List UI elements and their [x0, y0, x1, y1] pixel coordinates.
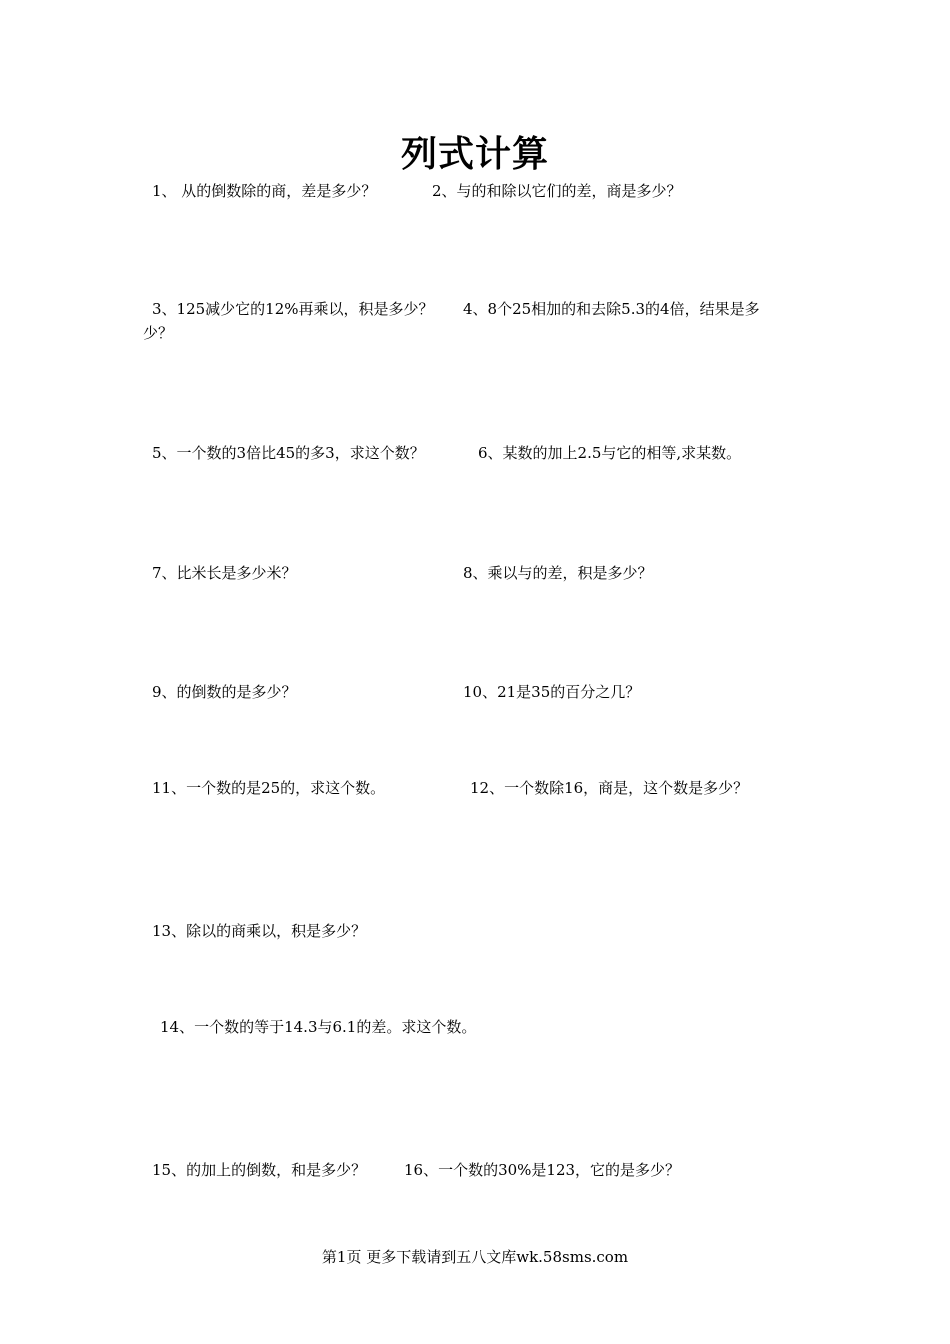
question-10: 10、21是35的百分之几？ — [463, 683, 641, 701]
page-footer: 第1页 更多下载请到五八文库wk.58sms.com — [321, 1248, 629, 1266]
question-9: 9、的倒数的是多少？ — [152, 683, 297, 701]
question-16: 16、一个数的30%是123，它的是多少？ — [404, 1161, 681, 1179]
question-4-continued: 少？ — [143, 324, 174, 342]
question-11: 11、一个数的是25的，求这个数。 — [152, 779, 386, 797]
question-1: 1、 从的倒数除的商，差是多少？ — [152, 182, 377, 200]
question-4: 4、8个25相加的和去除5.3的4倍，结果是多 — [463, 300, 760, 318]
question-14: 14、一个数的等于14.3与6.1的差。求这个数。 — [160, 1018, 477, 1036]
question-5: 5、一个数的3倍比45的多3，求这个数？ — [152, 444, 425, 462]
question-6: 6、某数的加上2.5与它的相等,求某数。 — [478, 444, 742, 462]
question-8: 8、乘以与的差，积是多少？ — [463, 564, 653, 582]
question-2: 2、与的和除以它们的差，商是多少？ — [432, 182, 682, 200]
question-3: 3、125减少它的12%再乘以，积是多少？ — [152, 300, 434, 318]
page-title: 列式计算 — [400, 134, 549, 175]
question-13: 13、除以的商乘以，积是多少？ — [152, 922, 367, 940]
question-7: 7、比米长是多少米？ — [152, 564, 297, 582]
question-15: 15、的加上的倒数，和是多少？ — [152, 1161, 367, 1179]
question-12: 12、一个数除16，商是，这个数是多少？ — [470, 779, 749, 797]
